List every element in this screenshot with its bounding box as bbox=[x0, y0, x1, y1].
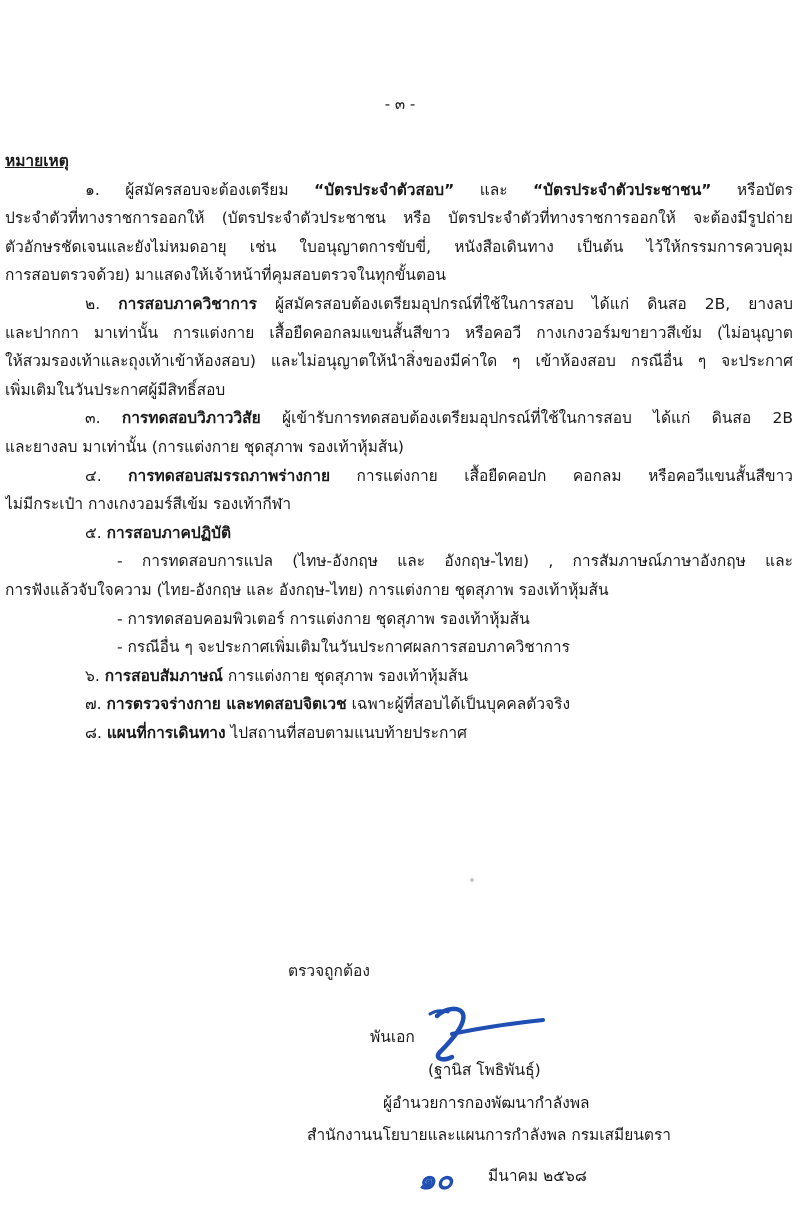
text: หรือบัตร bbox=[711, 180, 793, 199]
text: ผู้เข้ารับการทดสอบต้องเตรียมอุปกรณ์ที่ใช้ในการสอบ ได้แก่ ดินสอ 2B bbox=[260, 409, 793, 428]
note-item-2-line-3: ให้สวมรองเท้าและถุงเท้าเข้าห้องสอบ) และไม่อนุญาตให้นำสิ่งของมีค่าใด ๆ เข้าห้องสอบ กรณีอื่น ๆ จะประกาศ bbox=[5, 352, 793, 371]
note-item-3-line-2: และยางลบ มาเท่านั้น (การแต่งกาย ชุดสุภาพ รองเท้าหุ้มส้น) bbox=[5, 437, 404, 456]
signer-office: สำนักงานนโยบายและแผนการกำลังพล กรมเสมียนตรา bbox=[307, 1126, 672, 1144]
handwritten-day: ๑๐ bbox=[418, 1163, 453, 1196]
signer-name: (ฐานิส โพธิพันธุ์) bbox=[428, 1061, 541, 1079]
certified-text: ตรวจถูกต้อง bbox=[288, 962, 370, 980]
text-bold: “บัตรประจำตัวสอบ” bbox=[314, 180, 455, 199]
note-item-4-line-2: ไม่มีกระเป๋า กางเกงวอมร์สีเข้ม รองเท้ากีฬา bbox=[5, 495, 292, 514]
item-heading: การสอบสัมภาษณ์ bbox=[104, 666, 223, 685]
item-number: ๔. bbox=[85, 466, 129, 485]
item-number: ๓. bbox=[85, 409, 122, 428]
text: ๑. ผู้สมัครสอบจะต้องเตรียม bbox=[85, 180, 315, 199]
sign-date-month-year: มีนาคม ๒๕๖๘ bbox=[488, 1167, 587, 1185]
text: เฉพาะผู้ที่สอบได้เป็นบุคคลตัวจริง bbox=[346, 695, 571, 714]
note-item-1-line-3: ตัวอักษรชัดเจนและยังไม่หมดอายุ เช่น ใบอนุญาตการขับขี่, หนังสือเดินทาง เป็นต้น ไว้ให้กรรมการควบคุม bbox=[5, 237, 793, 256]
item-heading: การสอบภาคปฏิบัติ bbox=[106, 523, 232, 542]
item-heading: การทดสอบวิภาววิสัย bbox=[121, 409, 261, 428]
note-item-2-line-2: และปากกา มาเท่านั้น การแต่งกาย เสื้อยืดคอกลมแขนสั้นสีขาว หรือคอวี กางเกงวอร์มขายาวสีเข้ม (ไม่อนุญาต bbox=[5, 323, 793, 342]
text: ไปสถานที่สอบตามแนบท้ายประกาศ bbox=[225, 723, 467, 742]
note-item-5-sub-2: - การทดสอบคอมพิวเตอร์ การแต่งกาย ชุดสุภาพ รองเท้าหุ้มส้น bbox=[117, 609, 530, 628]
text: ผู้สมัครสอบต้องเตรียมอุปกรณ์ที่ใช้ในการสอบ ได้แก่ ดินสอ 2B, ยางลบ bbox=[256, 294, 793, 313]
signer-position: ผู้อำนวยการกองพัฒนากำลังพล bbox=[383, 1094, 590, 1112]
note-item-5-sub-1: - การทดสอบการแปล (ไทษ-อังกฤษ และ อังกฤษ-ไทย) , การสัมภาษณ์ภาษาอังกฤษ และ bbox=[117, 552, 793, 571]
note-item-5-sub-1-cont: การฟังแล้วจับใจความ (ไทย-อังกฤษ และ อังกฤษ-ไทย) การแต่งกาย ชุดสุภาพ รองเท้าหุ้มส้น bbox=[5, 580, 609, 599]
note-item-1-line-4: การสอบตรวจด้วย) มาแสดงให้เจ้าหน้าที่คุมสอบตรวจในทุกขั้นตอน bbox=[5, 266, 446, 285]
signer-rank: พันเอก bbox=[370, 1028, 415, 1046]
note-item-2-line-4: เพิ่มเติมในวันประกาศผู้มีสิทธิ์สอบ bbox=[5, 380, 226, 399]
item-heading: แผนที่การเดินทาง bbox=[106, 723, 226, 742]
note-title: หมายเหตุ bbox=[5, 152, 69, 170]
item-number: ๕. bbox=[85, 523, 107, 542]
text-bold: “บัตรประจำตัวประชาชน” bbox=[533, 180, 712, 199]
item-number: ๖. bbox=[85, 666, 105, 685]
note-item-5-sub-3: - กรณีอื่น ๆ จะประกาศเพิ่มเติมในวันประกาศผลการสอบภาควิชาการ bbox=[117, 638, 570, 657]
item-heading: การสอบภาควิชาการ bbox=[118, 294, 257, 313]
item-number: ๗. bbox=[85, 695, 107, 714]
page-number: - ๓ - bbox=[384, 95, 416, 113]
text: และ bbox=[454, 180, 533, 199]
item-heading: การตรวจร่างกาย และทดสอบจิตเวช bbox=[106, 695, 347, 714]
item-number: ๘. bbox=[85, 723, 107, 742]
item-number: ๒. bbox=[85, 294, 119, 313]
text: การแต่งกาย เสื้อยืดคอปก คอกลม หรือคอวีแขนสั้นสีขาว bbox=[330, 466, 793, 485]
note-item-1-line-2: ประจำตัวที่ทางราชการออกให้ (บัตรประจำตัวประชาชน หรือ บัตรประจำตัวที่ทางราชการออกให้ จะต้องมีรูปถ่าย bbox=[5, 209, 793, 228]
item-heading: การทดสอบสมรรถภาพร่างกาย bbox=[128, 466, 331, 485]
text: การแต่งกาย ชุดสุภาพ รองเท้าหุ้มส้น bbox=[222, 666, 469, 685]
